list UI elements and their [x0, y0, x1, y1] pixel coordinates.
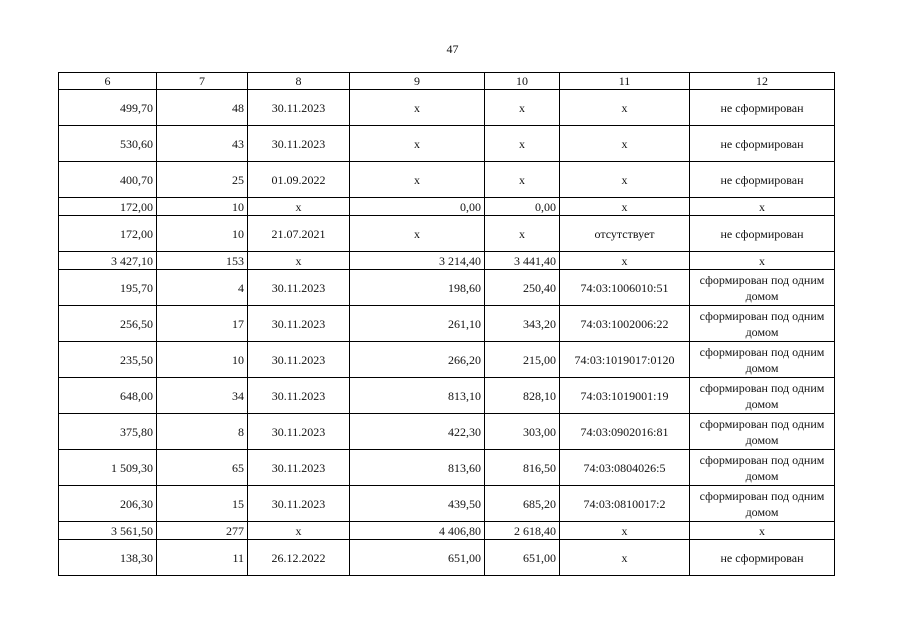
table-row [59, 486, 835, 522]
table-cell: 261,10 [350, 306, 485, 342]
column-header: 9 [350, 73, 485, 90]
table-cell: сформирован под одним домом [690, 486, 835, 522]
table-cell: 74:03:0810017:2 [560, 486, 690, 522]
table-cell: 172,00 [59, 198, 157, 216]
table-cell: 813,60 [350, 450, 485, 486]
table-cell: 10 [157, 216, 248, 252]
table-cell: 439,50 [350, 486, 485, 522]
column-header: 6 [59, 73, 157, 90]
table-row [59, 378, 835, 414]
table-cell: 198,60 [350, 270, 485, 306]
table-cell: 1 509,30 [59, 450, 157, 486]
table-cell: x [560, 540, 690, 576]
column-header: 8 [248, 73, 350, 90]
table-row [59, 216, 835, 252]
table-cell: не сформирован [690, 90, 835, 126]
table-cell: 17 [157, 306, 248, 342]
table-cell: 0,00 [350, 198, 485, 216]
table-cell: x [350, 126, 485, 162]
table-row [59, 522, 835, 540]
table-cell: x [485, 162, 560, 198]
column-header: 11 [560, 73, 690, 90]
table-cell: 30.11.2023 [248, 270, 350, 306]
table-cell: 30.11.2023 [248, 414, 350, 450]
table-cell: x [248, 252, 350, 270]
table-cell: x [485, 126, 560, 162]
table-cell: 266,20 [350, 342, 485, 378]
table-cell: 648,00 [59, 378, 157, 414]
table-cell: 3 427,10 [59, 252, 157, 270]
table-cell: 3 214,40 [350, 252, 485, 270]
table-row [59, 126, 835, 162]
table-cell: 21.07.2021 [248, 216, 350, 252]
table-cell: 74:03:1002006:22 [560, 306, 690, 342]
table-cell: x [560, 126, 690, 162]
table-cell: 10 [157, 198, 248, 216]
data-table [58, 72, 835, 576]
column-header: 10 [485, 73, 560, 90]
table-cell: 01.09.2022 [248, 162, 350, 198]
table-cell: x [560, 198, 690, 216]
table-cell: 30.11.2023 [248, 450, 350, 486]
table-cell: 74:03:0902016:81 [560, 414, 690, 450]
table-cell: x [350, 162, 485, 198]
table-cell: не сформирован [690, 126, 835, 162]
table-cell: 256,50 [59, 306, 157, 342]
table-cell: не сформирован [690, 540, 835, 576]
table-cell: 48 [157, 90, 248, 126]
table-cell: 3 561,50 [59, 522, 157, 540]
table-cell: 34 [157, 378, 248, 414]
table-cell: отсутствует [560, 216, 690, 252]
table-row [59, 198, 835, 216]
page-number: 47 [446, 42, 459, 56]
table-cell: 499,70 [59, 90, 157, 126]
table-cell: 206,30 [59, 486, 157, 522]
table-cell: x [350, 90, 485, 126]
table-cell: x [690, 252, 835, 270]
table-cell: 26.12.2022 [248, 540, 350, 576]
table-cell: x [248, 522, 350, 540]
table-cell: 215,00 [485, 342, 560, 378]
table-cell: не сформирован [690, 216, 835, 252]
table-cell: 30.11.2023 [248, 90, 350, 126]
table-cell: 651,00 [485, 540, 560, 576]
table-row [59, 306, 835, 342]
table-cell: сформирован под одним домом [690, 270, 835, 306]
table-row [59, 252, 835, 270]
table-cell: 685,20 [485, 486, 560, 522]
table-cell: 74:03:1019001:19 [560, 378, 690, 414]
table-cell: 8 [157, 414, 248, 450]
table-cell: 303,00 [485, 414, 560, 450]
table-cell: x [485, 90, 560, 126]
table-cell: 30.11.2023 [248, 342, 350, 378]
table-cell: 235,50 [59, 342, 157, 378]
table-row [59, 342, 835, 378]
table-cell: сформирован под одним домом [690, 306, 835, 342]
table-cell: 172,00 [59, 216, 157, 252]
table-cell: 400,70 [59, 162, 157, 198]
table-cell: 30.11.2023 [248, 306, 350, 342]
table-cell: 250,40 [485, 270, 560, 306]
table-cell: сформирован под одним домом [690, 414, 835, 450]
table-cell: 343,20 [485, 306, 560, 342]
table-cell: 3 441,40 [485, 252, 560, 270]
table-cell: сформирован под одним домом [690, 342, 835, 378]
column-header: 7 [157, 73, 248, 90]
table-cell: 153 [157, 252, 248, 270]
table-cell: 828,10 [485, 378, 560, 414]
table-cell: 11 [157, 540, 248, 576]
table-cell: 15 [157, 486, 248, 522]
table-cell: x [560, 162, 690, 198]
table-cell: x [350, 216, 485, 252]
table-cell: 74:03:1019017:0120 [560, 342, 690, 378]
table-cell: 65 [157, 450, 248, 486]
table-cell: 0,00 [485, 198, 560, 216]
table-row [59, 270, 835, 306]
table-cell: сформирован под одним домом [690, 378, 835, 414]
table-cell: 4 406,80 [350, 522, 485, 540]
table-row [59, 540, 835, 576]
table-row [59, 450, 835, 486]
table-cell: 813,10 [350, 378, 485, 414]
table-row [59, 162, 835, 198]
table-cell: 43 [157, 126, 248, 162]
table-cell: x [560, 522, 690, 540]
table-cell: 30.11.2023 [248, 126, 350, 162]
table-cell: 30.11.2023 [248, 486, 350, 522]
table-cell: x [560, 252, 690, 270]
table-cell: x [690, 198, 835, 216]
table-cell: 74:03:0804026:5 [560, 450, 690, 486]
header-row [59, 73, 835, 90]
table-cell: 422,30 [350, 414, 485, 450]
table-cell: 530,60 [59, 126, 157, 162]
table-cell: 138,30 [59, 540, 157, 576]
table-cell: 4 [157, 270, 248, 306]
table-cell: 25 [157, 162, 248, 198]
table-cell: x [485, 216, 560, 252]
table-row [59, 90, 835, 126]
table-cell: не сформирован [690, 162, 835, 198]
table-cell: x [560, 90, 690, 126]
table-cell: x [690, 522, 835, 540]
table-cell: 375,80 [59, 414, 157, 450]
table-cell: 195,70 [59, 270, 157, 306]
table-row [59, 414, 835, 450]
table-cell: сформирован под одним домом [690, 450, 835, 486]
column-header: 12 [690, 73, 835, 90]
table-cell: 651,00 [350, 540, 485, 576]
table-cell: 816,50 [485, 450, 560, 486]
table-cell: 30.11.2023 [248, 378, 350, 414]
table-cell: 10 [157, 342, 248, 378]
table-cell: x [248, 198, 350, 216]
table-cell: 277 [157, 522, 248, 540]
table-cell: 74:03:1006010:51 [560, 270, 690, 306]
table-cell: 2 618,40 [485, 522, 560, 540]
